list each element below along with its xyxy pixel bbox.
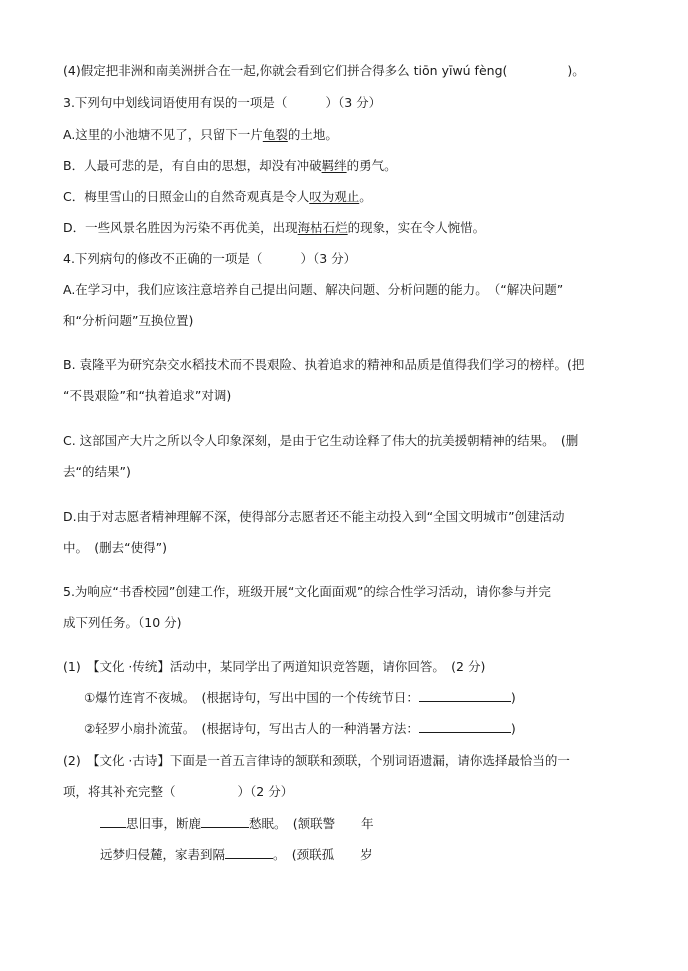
q4-option-d-line1: D.由于对志愿者精神理解不深，使得部分志愿者还不能主动投入到“全国文明城市”创建活动	[63, 509, 565, 524]
q5-part1-item1-close: )	[510, 690, 516, 705]
q5-stem-line1: 5.为响应“书香校园”创建工作，班级开展“文化面面观”的综合性学习活动，请你参与并完	[63, 584, 551, 599]
answer-blank[interactable]	[419, 689, 511, 702]
answer-blank[interactable]	[419, 720, 511, 733]
poem-line-1-part-d: 年	[361, 816, 374, 831]
q3-a-pre: A.这里的小池塘不见了，只留下一片	[63, 127, 263, 142]
q5-part1-item2-close: )	[510, 721, 516, 736]
q3-option-d	[63, 219, 485, 237]
q5-stem-line2: 成下列任务。（10 分)	[63, 615, 182, 630]
q5-part2-heading2-text: 项，将其补充完整（	[63, 784, 176, 799]
q5-part1-item1-text: ①爆竹连宵不夜城。 (根据诗句，写出中国的一个传统节日：	[84, 690, 419, 705]
poem-line-2-part-d: 岁	[360, 847, 373, 862]
q3-option-a	[63, 126, 338, 144]
q3-c-pre: C．梅里雪山的日照金山的自然奇观真是令人	[63, 189, 310, 204]
q3-option-c	[63, 188, 372, 206]
q5-part2-heading2-close: ）（2 分）	[237, 784, 294, 799]
q3-d-pre: D．一些风景名胜因为污染不再优美，出现	[63, 220, 298, 235]
poem-line-1-part-c: 警	[322, 816, 336, 831]
q3-b-underlined: 羁绊	[321, 158, 347, 173]
q3-c-underlined: 叹为观止	[309, 189, 360, 204]
q5-part1-item1	[84, 689, 516, 707]
q3-b-pre: B．人最可悲的是，有自由的思想，却没有冲破	[63, 158, 322, 173]
q4-option-d-line2: 中。 (删去“使得”)	[63, 540, 167, 555]
poem-blank[interactable]	[201, 815, 249, 828]
q4-stem	[63, 250, 356, 268]
q2-item-4	[63, 62, 585, 80]
q5-part2-heading-line2	[63, 783, 293, 801]
q3-a-post: 的土地。	[287, 127, 338, 142]
q5-part2-heading: (2) 【文化 ·古诗】下面是一首五言律诗的颔联和颈联，个别词语遗漏，请你选择最恰当的一	[63, 753, 570, 768]
q4-option-b-line2: “不畏艰险”和“执着追求”对调)	[63, 388, 232, 403]
poem-blank[interactable]	[100, 815, 126, 828]
poem-line-1	[100, 815, 374, 833]
poem-line-1-part-a: 思旧事，断鹿	[126, 816, 202, 831]
q3-a-underlined: 龟裂	[262, 127, 288, 142]
q3-stem	[63, 94, 381, 112]
q5-part1-heading: (1) 【文化 ·传统】活动中，某同学出了两道知识竞答题，请你回答。 (2 分)	[63, 659, 486, 674]
q3-stem-close: ）（3 分）	[325, 95, 382, 110]
poem-line-2-part-a: 远梦归侵麓，家砉到隔	[100, 847, 226, 862]
poem-line-2	[100, 846, 373, 864]
q2-item-4-text: (4)假定把非洲和南美洲拼合在一起,你就会看到它们拼合得多么 tiōn yīwú fèng(	[63, 63, 508, 78]
q4-option-a-line2: 和“分析问题”互换位置)	[63, 313, 194, 328]
q3-b-post: 的勇气。	[346, 158, 397, 173]
q3-c-post: 。	[359, 189, 372, 204]
poem-line-2-part-c: 孤	[321, 847, 335, 862]
q4-option-c-line2: 去“的结果”)	[63, 464, 131, 479]
q4-stem-text: 4.下列病句的修改不正确的一项是（	[63, 251, 263, 266]
q4-stem-close: ）（3 分）	[300, 251, 357, 266]
q3-d-underlined: 海枯石烂	[297, 220, 348, 235]
q4-option-b-line1: B. 袁隆平为研究杂交水稻技术而不畏艰险、执着追求的精神和品质是值得我们学习的榜样。(把	[63, 357, 585, 372]
poem-line-1-part-b: 愁眠。 (颔联	[249, 816, 323, 831]
q4-option-c-line1: C. 这部国产大片之所以令人印象深刻，是由于它生动诠释了伟大的抗美援朝精神的结果。 (删	[63, 433, 579, 448]
q2-item-4-close: )。	[567, 63, 585, 78]
q3-option-b	[63, 157, 397, 175]
poem-blank[interactable]	[225, 846, 273, 859]
q5-part1-item2	[84, 720, 516, 738]
q3-d-post: 的现象，实在令人惋惜。	[347, 220, 486, 235]
q5-part1-item2-text: ②轻罗小扇扑流萤。 (根据诗句，写出古人的一种消暑方法：	[84, 721, 419, 736]
q3-stem-text: 3.下列句中划线词语使用有误的一项是（	[63, 95, 288, 110]
q4-option-a-line1: A.在学习中，我们应该注意培养自己提出问题、解决问题、分析问题的能力。 （“解决问题”	[63, 282, 564, 297]
poem-line-2-part-b: 。 (颈联	[273, 847, 322, 862]
